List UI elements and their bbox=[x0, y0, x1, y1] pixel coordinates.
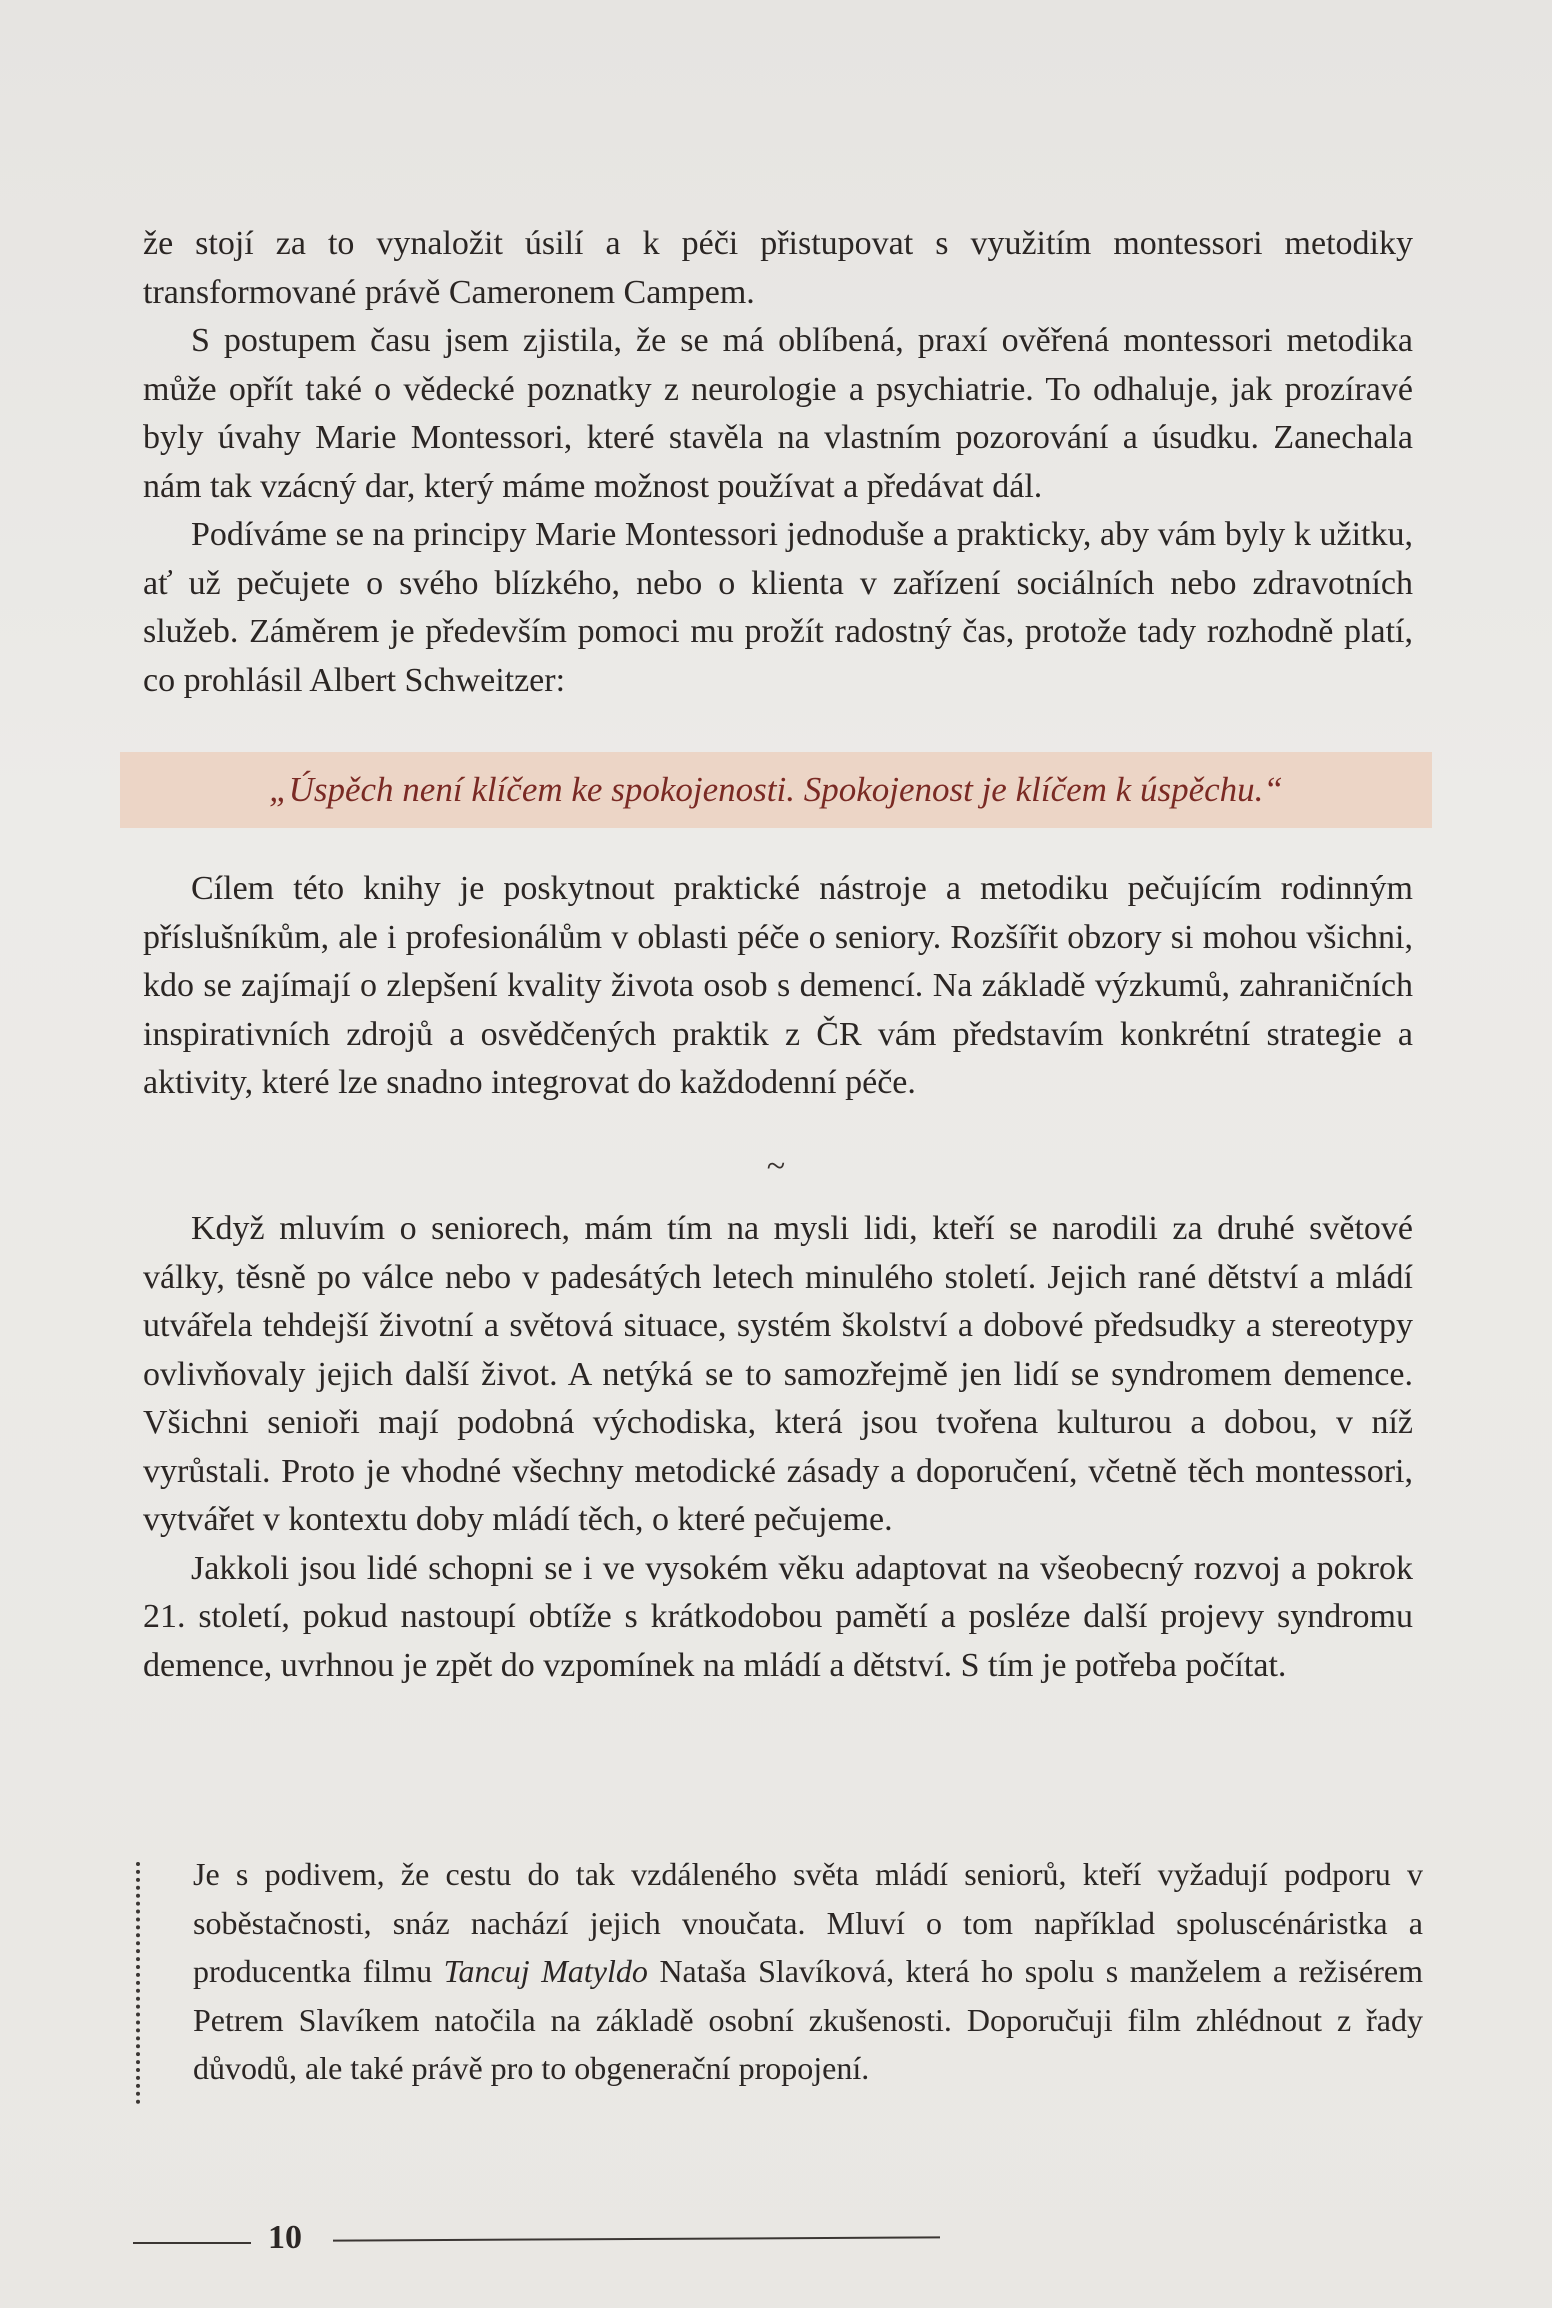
schweitzer-quote: „Úspěch není klíčem ke spokojenosti. Spokojenost je klíčem k úspěchu.“ bbox=[269, 770, 1283, 809]
intro-text-block bbox=[143, 220, 1413, 705]
section-separator: ~ bbox=[766, 1148, 786, 1185]
paragraph-book-goal: Cílem této knihy je poskytnout praktické nástroje a metodiku pečujícím rodinným příslušníkům, ale i profesionálům v oblasti péče o seniory. Rozšířit obzory si mohou všichni, kdo se zajímají o zlepšení kvality života osob s demencí. Na základě výzkumů, zahraničních inspirativních zdrojů a osvědčených praktik z ČR vám představím konkrétní strategie a aktivity, které lze snadno integrovat do každodenní péče. bbox=[143, 870, 1413, 1101]
footer-rule-right bbox=[333, 2236, 940, 2241]
note-text-before: Je s podivem, že cestu do tak vzdáleného světa mládí seniorů, kteří vyžadují podporu v soběstačnosti, snáz nachází jejich vnoučata. Mluví o tom například spoluscénáristka a producentka filmu bbox=[193, 1856, 1423, 1989]
note-paragraph bbox=[193, 1850, 1423, 2093]
paragraph-principles: Podíváme se na principy Marie Montessori jednoduše a prakticky, aby vám byly k užitku, ať už pečujete o svého blízkého, nebo o klienta v zařízení sociálních nebo zdravotních služeb. Záměrem je především pomoci mu prožít radostný čas, protože tady rozhodně platí, co prohlásil Albert Schweitzer: bbox=[143, 516, 1413, 699]
quote-highlight bbox=[120, 752, 1432, 828]
note-text-after: Nataša Slavíková, která ho spolu s manželem a režisérem Petrem Slavíkem natočila na základě osobní zkušenosti. Doporučuji film zhlédnout z řady důvodů, ale také právě pro to obgenerační propojení. bbox=[193, 1953, 1424, 2086]
note-dotted-rule bbox=[136, 1862, 140, 2104]
page-number: 10 bbox=[268, 2219, 302, 2256]
paragraph-adaptation: Jakkoli jsou lidé schopni se i ve vysokém věku adaptovat na všeobecný rozvoj a pokrok 21. století, pokud nastoupí obtíže s krátkodobou pamětí a posléze další projevy syndromu demence, uvrhnou je zpět do vzpomínek na mládí a dětství. S tím je potřeba počítat. bbox=[143, 1549, 1413, 1684]
paragraph-continuation: že stojí za to vynaložit úsilí a k péči přistupovat s využitím montessori metodiky transformované právě Cameronem Campem. bbox=[143, 225, 1413, 311]
paragraph-scientific-basis: S postupem času jsem zjistila, že se má oblíbená, praxí ověřená montessori metodika může opřít také o vědecké poznatky z neurologie a psychiatrie. To odhaluje, jak prozíravé byly úvahy Marie Montessori, které stavěla na vlastním pozorování a úsudku. Zanechala nám tak vzácný dar, který máme možnost používat a předávat dál. bbox=[143, 322, 1413, 505]
film-title: Tancuj Matyldo bbox=[443, 1953, 648, 1989]
side-note bbox=[193, 1850, 1423, 2093]
seniors-text-block bbox=[143, 1205, 1413, 1690]
paragraph-seniors-definition: Když mluvím o seniorech, mám tím na mysli lidi, kteří se narodili za druhé světové války, těsně po válce nebo v padesátých letech minulého století. Jejich rané dětství a mládí utvářela tehdejší životní a světová situace, systém školství a dobové předsudky a stereotypy ovlivňovaly jejich další život. A netýká se to samozřejmě jen lidí se syndromem demence. Všichni senioři mají podobná východiska, která jsou tvořena kulturou a dobou, v níž vyrůstali. Proto je vhodné všechny metodické zásady a doporučení, včetně těch montessori, vytvářet v kontextu doby mládí těch, o které pečujeme. bbox=[143, 1210, 1413, 1538]
goal-text-block bbox=[143, 865, 1413, 1108]
footer-rule-left bbox=[133, 2242, 251, 2244]
